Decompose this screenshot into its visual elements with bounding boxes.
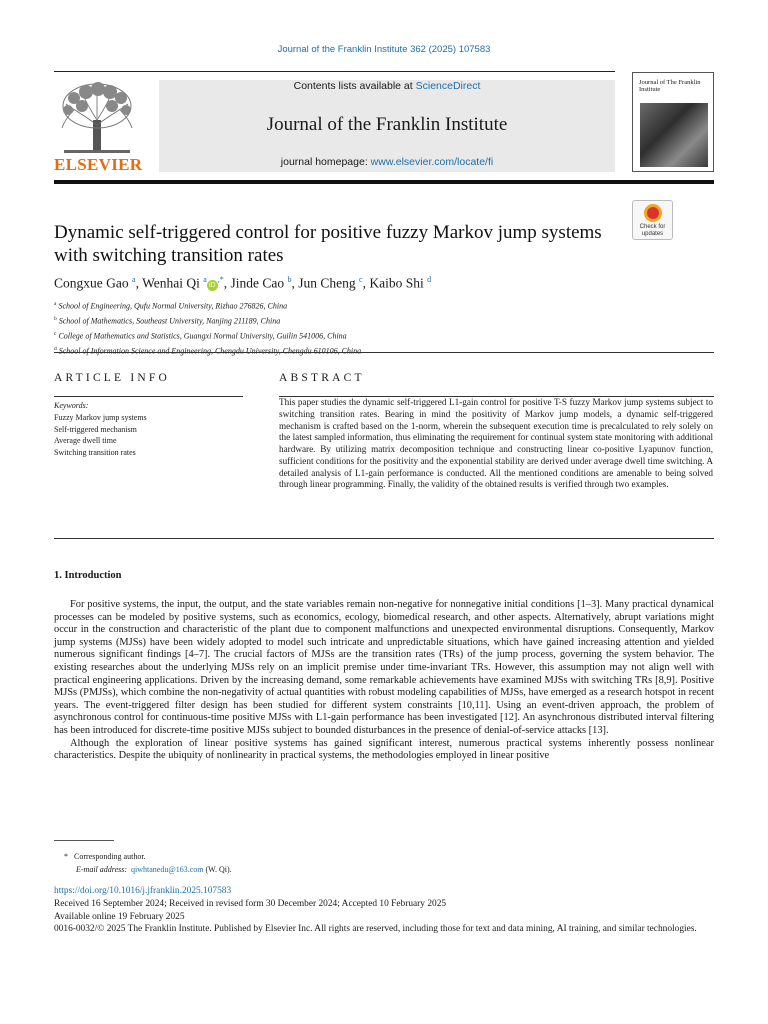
- elsevier-wordmark: ELSEVIER: [54, 155, 143, 174]
- author-name[interactable]: Congxue Gao: [54, 275, 129, 291]
- abstract-text: This paper studies the dynamic self-triggered L1-gain control for positive T-S fuzzy Markov jump systems subject to switching transition rates. Bearing in mind the positivity of Markov jump models, a dynamic self-triggered mechanism is crafted based on the 1-norm, wherein the subsequent execution time is precalculated to rely solely on the latest sampled information, thus eliminating the requirement for continual system state monitoring with additional hardware. By utilizing matrix decomposition technique and constructing linear co-positive Lyapunov function, sufficient conditions for the positivity and the exponential stability are derived under average dwell time switching. A detailed analysis of L1-gain performance is conducted. All the mentioned conditions are amenable to being solved through linear programming. Finally, the validity of the obtained results is verified through two examples.: [279, 397, 713, 490]
- homepage-prefix: journal homepage:: [280, 156, 368, 168]
- corresponding-mark[interactable]: ,*: [217, 275, 224, 284]
- homepage-link[interactable]: www.elsevier.com/locate/fi: [370, 156, 494, 168]
- author-affiliation-mark[interactable]: b: [287, 275, 292, 284]
- homepage-line: [159, 156, 615, 168]
- affiliation-list: [54, 298, 714, 359]
- copyright: 0016-0032/© 2025 The Franklin Institute. Published by Elsevier Inc. All rights are reserved, including those for text and data mining, AI training, and similar technologies.: [54, 924, 697, 935]
- author-name[interactable]: Jinde Cao: [230, 275, 285, 291]
- email-label: E-mail address:: [76, 865, 128, 874]
- author-affiliation-mark[interactable]: c: [359, 275, 363, 284]
- abstract-heading: ABSTRACT: [279, 372, 365, 384]
- cover-image: [640, 103, 708, 167]
- corresponding-note: * Corresponding author.: [64, 852, 146, 861]
- affiliation: $^a$ School of Engineering, Qufu Normal University, Rizhao 276826, China: [54, 301, 288, 311]
- author-affiliation-mark[interactable]: d: [427, 275, 432, 284]
- available-online: Available online 19 February 2025: [54, 911, 185, 922]
- paragraph: For positive systems, the input, the output, and the state variables remain non-negative for nonnegative initial conditions [1–3]. Many practical dynamical processes can be modeled by positive systems, such as economics, ecology, biomedical research, and other aspects. Alternatively, abrupt variations might occur in the construction and characteristic of the plant due to component malfunctions and unexpected environmental disruptions. Consequently, Markov jump systems (MJSs) have been widely adopted to model such intricate and unpredictable situations, which have gained increasing attention and yielded numerous significant findings [4–7]. The crucial factors of MJSs are the transition rates (TRs) of the jump process, governing the system behavior. The existing researches about the underlying MJSs rely on an implicit premise under time-invariant TRs. However, this assumption may not align well with practical engineering applications. Driven by the increasing demand, some remarkable achievements have examined MJSs with switching TRs [8,9]. Positive MJSs (PMJSs), which combine the non-negativity of actual quantities with robust modeling capabilities of MJSs, have emerged as a research hotspot in recent years. The event-triggered filter design has been studied for different system constraints [10,11]. Using an event-driven approach, the problem of asynchronous control for continuous-time positive MJSs with L1-gain performance has been investigated [12]. An asynchronous distributed interval filtering has been introduced for discrete-time positive MJSs subject to bounded disturbances in the presence of denial-of-service attacks [13].: [54, 599, 714, 736]
- affiliation: $^c$ College of Mathematics and Statistics, Guangxi Normal University, Guilin 541006, China: [54, 331, 347, 341]
- journal-title: Journal of the Franklin Institute: [266, 114, 508, 135]
- affiliation: d: [54, 346, 57, 353]
- header-rule: [54, 71, 615, 72]
- article-title: Dynamic self-triggered control for positive fuzzy Markov jump systems with switching transition rates: [54, 222, 602, 266]
- header-thick-rule: [54, 180, 714, 184]
- email-suffix: (W. Qi).: [205, 865, 232, 874]
- keyword: Average dwell time: [54, 436, 117, 446]
- email-link[interactable]: qiwhtanedu@163.com: [131, 865, 204, 874]
- check-updates-label: Check for updates: [639, 224, 666, 237]
- section-rule: [54, 538, 714, 539]
- section-rule: [54, 352, 714, 353]
- footnote: [64, 850, 704, 876]
- keywords-block: [54, 400, 243, 459]
- affiliation: $^b$ School of Mathematics, Southeast University, Nanjing 211189, China: [54, 316, 281, 326]
- keyword: Fuzzy Markov jump systems: [54, 412, 147, 422]
- footnote-rule: [54, 840, 114, 841]
- contents-prefix: Contents lists available at: [293, 80, 413, 92]
- contents-line: [159, 80, 615, 92]
- section-heading-introduction: 1. Introduction: [54, 570, 122, 581]
- paragraph: Although the exploration of linear positive systems has gained significant interest, numerous practical systems inherently possess nonlinear characteristics. Despite the ubiquity of nonlinearity in practical systems, the methodologies employed in linear positive: [54, 737, 714, 762]
- article-info-rule: [54, 396, 243, 397]
- author-name[interactable]: Jun Cheng: [298, 275, 356, 291]
- cover-title: Journal of The Franklin Institute: [639, 79, 701, 93]
- keyword: Switching transition rates: [54, 448, 136, 458]
- orcid-icon[interactable]: iD: [207, 280, 218, 291]
- keyword: Self-triggered mechanism: [54, 424, 137, 434]
- author-name[interactable]: Wenhai Qi: [142, 275, 200, 291]
- author-affiliation-mark[interactable]: a: [132, 275, 136, 284]
- received-dates: Received 16 September 2024; Received in revised form 30 December 2024; Accepted 10 February 2025: [54, 898, 447, 909]
- author-list: Congxue Gao $^a$, Wenhai Qi $^a$iD,*, Jinde Cao $^b$, Jun Cheng $^c$, Kaibo Shi $^d$: [54, 275, 432, 291]
- article-info-heading: ARTICLE INFO: [54, 372, 170, 384]
- publication-info: [54, 885, 714, 936]
- email-note: [64, 863, 704, 876]
- journal-reference[interactable]: Journal of the Franklin Institute 362 (2025) 107583: [277, 44, 491, 55]
- keywords-label: Keywords:: [54, 401, 89, 410]
- author-name[interactable]: Kaibo Shi: [369, 275, 424, 291]
- sciencedirect-link[interactable]: ScienceDirect: [415, 80, 481, 92]
- check-for-updates-badge[interactable]: [632, 200, 673, 240]
- doi-link[interactable]: https://doi.org/10.1016/j.jfranklin.2025.107583: [54, 886, 232, 896]
- author-affiliation-mark[interactable]: a: [203, 275, 207, 284]
- journal-cover[interactable]: [632, 72, 714, 172]
- check-updates-icon: [644, 204, 662, 222]
- introduction-body: [54, 599, 714, 763]
